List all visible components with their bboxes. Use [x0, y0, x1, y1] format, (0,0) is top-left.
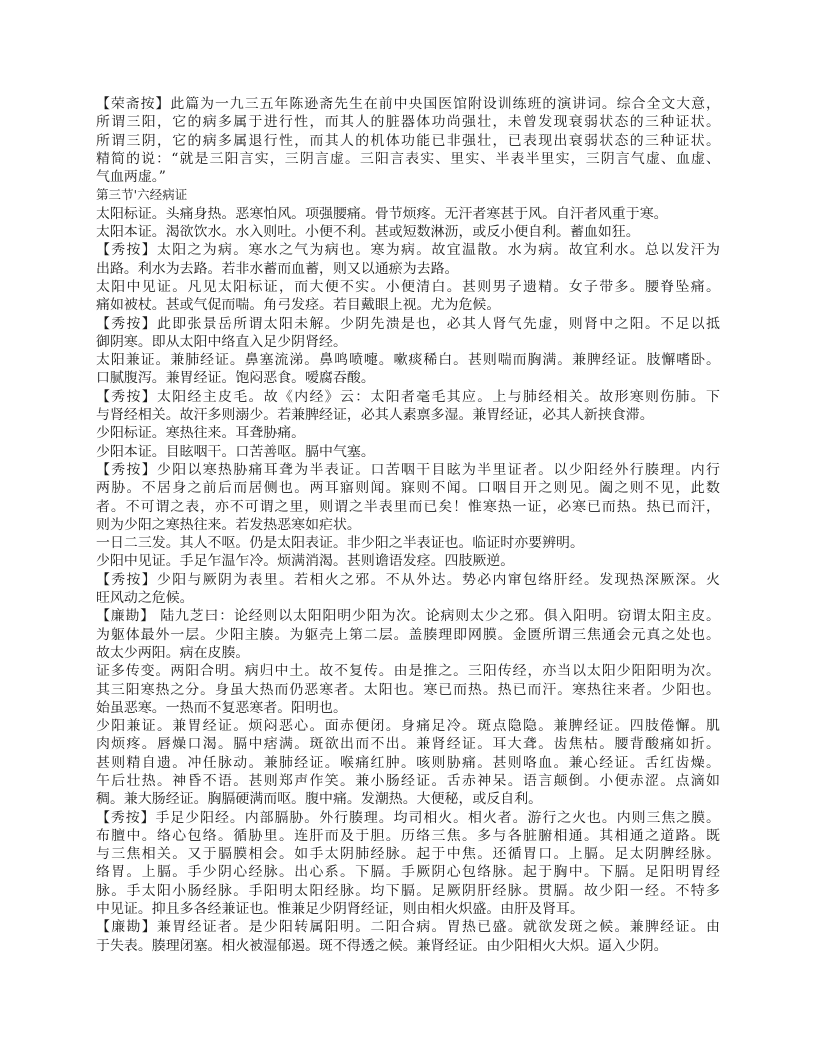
text-line: 所谓三阳，它的病多属于进行性，而其人的脏器体功尚强壮，未曾发现衰弱状态的三种证状。: [96, 114, 720, 131]
text-line: 少阳中见证。手足乍温乍冷。烦满消渴。甚则谵语发痉。四肢厥逆。: [96, 553, 515, 570]
paragraph: [96, 223, 720, 241]
text-line: 两胁。不居身之前后而居侧也。两耳寤则闻。寐则不闻。口咽目开之则见。阖之则不见，此数: [96, 480, 720, 497]
paragraph: [96, 443, 720, 461]
text-line: 甚则精自遗。冲任脉动。兼肺经证。喉痛红肿。咳则胁痛。甚则咯血。兼心经证。舌红齿燥。: [96, 754, 720, 771]
text-line: 午后壮热。神昏不语。甚则郑声作笑。兼小肠经证。舌赤神呆。语言颠倒。小便赤涩。点滴如: [96, 772, 720, 789]
text-line: 布膻中。络心包络。循胁里。连肝而及于胆。历络三焦。多与各脏腑相通。其相通之道路。既: [96, 827, 720, 844]
text-line: 脉。手太阳小肠经脉。手阳明太阳经脉。均下膈。足厥阴肝经脉。贯膈。故少阳一经。不特多: [96, 882, 720, 899]
paragraph: [96, 662, 720, 717]
text-line: 太阳本证。渴欲饮水。水入则吐。小便不利。甚或短数淋沥，或反小便自利。蓄血如狂。: [96, 224, 640, 241]
text-line: 则为少阳之寒热往来。若发热恶寒如疟状。: [96, 516, 361, 533]
paragraph: [96, 95, 720, 186]
text-line: 【秀按】此即张景岳所谓太阳未解。少阴先溃是也，必其人肾气先虚，则肾中之阳。不足以抵: [96, 315, 720, 332]
document-page: [96, 95, 720, 955]
paragraph: [96, 809, 720, 919]
paragraph: [96, 607, 720, 662]
section-heading: [96, 186, 720, 204]
text-line: 【荣斋按】此篇为一九三五年陈逊斋先生在前中央国医馆附设训练班的演讲词。综合全文大意，: [96, 96, 720, 112]
text-line: 其三阳寒热之分。身虽大热而仍恶寒者。太阳也。寒已而热。热已而汗。寒热往来者。少阳也。: [96, 681, 720, 698]
paragraph: [96, 461, 720, 534]
text-line: 少阳兼证。兼胃经证。烦闷恶心。面赤便闭。身痛足冷。斑点隐隐。兼脾经证。四肢倦懈。肌: [96, 718, 720, 735]
paragraph: [96, 424, 720, 442]
text-line: 始虽恶寒。一热而不复恶寒者。阳明也。: [96, 699, 347, 716]
text-line: 【廉勘】兼胃经证者。是少阳转属阳明。二阳合病。胃热已盛。就欲发斑之候。兼脾经证。由: [96, 919, 720, 936]
text-line: 气血两虚。”: [96, 169, 166, 186]
text-line: 太阳标证。头痛身热。恶寒怕风。项强腰痛。骨节烦疼。无汗者寒甚于风。自汗者风重于寒。: [96, 205, 668, 222]
paragraph: [96, 918, 720, 955]
text-line: 于失表。腠理闭塞。相火被湿郁遏。斑不得透之候。兼肾经证。由少阳相火大炽。逼入少阴。: [96, 937, 668, 954]
text-line: 【秀按】太阳经主皮毛。故《内经》云：太阳者毫毛其应。上与肺经相关。故形寒则伤肺。下: [96, 388, 720, 405]
text-line: 故太少两阳。病在皮腠。: [96, 644, 250, 661]
text-line: 络胃。上膈。手少阴心经脉。出心系。下膈。手厥阴心包络脉。起于胸中。下膈。足阳明胃经: [96, 864, 720, 881]
paragraph: [96, 717, 720, 808]
text-line: 肉烦疼。唇燥口渴。膈中痞满。斑欲出而不出。兼肾经证。耳大聋。齿焦枯。腰背酸痛如折。: [96, 736, 720, 753]
text-line: 【廉勘】 陆九芝曰：论经则以太阳阳明少阳为次。论病则太少之邪。俱入阳明。窃谓太阳主皮。: [96, 608, 720, 625]
text-line: 【秀按】手足少阳经。内部膈胁。外行腠理。均司相火。相火者。游行之火也。内则三焦之膜。: [96, 809, 720, 826]
text-line: 【秀按】太阳之为病。寒水之气为病也。寒为病。故宜温散。水为病。故宜利水。总以发汗为: [96, 242, 720, 259]
text-line: 为躯体最外一层。少阳主腠。为躯壳上第二层。盖腠理即网膜。金匮所谓三焦通会元真之处也。: [96, 626, 720, 643]
paragraph: [96, 278, 720, 315]
paragraph: [96, 315, 720, 352]
paragraph: [96, 534, 720, 552]
paragraph: [96, 351, 720, 388]
paragraph: [96, 241, 720, 278]
text-line: 与三焦相关。又于膈膜相会。如手太阴肺经脉。起于中焦。还循胃口。上膈。足太阴脾经脉。: [96, 846, 720, 863]
text-line: 太阳中见证。凡见太阳标证，而大便不实。小便清白。甚则男子遗精。女子带多。腰脊坠痛。: [96, 278, 720, 295]
text-line: 证多传变。两阳合明。病归中土。故不复传。由是推之。三阳传经，亦当以太阳少阳阳明为次。: [96, 663, 720, 680]
text-line: 稠。兼大肠经证。胸膈硬满而呕。腹中痛。发潮热。大便秘，或反自利。: [96, 791, 543, 808]
text-line: 旺风动之危候。: [96, 590, 194, 607]
text-line: 中见证。抑且多各经兼证也。惟兼足少阴肾经证，则由相火炽盛。由肝及肾耳。: [96, 901, 584, 918]
text-line: 者。不可谓之表，亦不可谓之里，则谓之半表里而已矣！惟寒热一证，必寒已而热。热已而汗，: [96, 498, 720, 515]
text-line: 出路。利水为去路。若非水蓄而血蓄，则又以通瘀为去路。: [96, 260, 459, 277]
text-line: 【秀按】少阳与厥阴为表里。若相火之邪。不从外达。势必内窜包络肝经。发现热深厥深。火: [96, 571, 720, 588]
text-line: 少阳本证。目眩咽干。口苦善呕。膈中气塞。: [96, 443, 375, 460]
paragraph: [96, 552, 720, 570]
text-line: 一日二三发。其人不呕。仍是太阳表证。非少阳之半表证也。临证时亦要辨明。: [96, 535, 584, 552]
text-line: 痛如被杖。甚或气促而喘。角弓发痉。若目戴眼上视。尤为危候。: [96, 297, 501, 314]
text-line: 太阳兼证。兼肺经证。鼻塞流涕。鼻鸣喷嚏。嗽痰稀白。甚则喘而胸满。兼脾经证。肢懈嗜卧。: [96, 352, 720, 369]
text-line: 精简的说：“就是三阳言实，三阴言虚。三阳言表实、里实、半表半里实，三阴言气虚、血虚、: [96, 150, 720, 167]
text-line: 所谓三阴，它的病多属退行性，而其人的机体功能已非强壮，已表现出衰弱状态的三种证状。: [96, 132, 720, 149]
text-line: 【秀按】少阳以寒热胁痛耳聋为半表证。口苦咽干目眩为半里证者。以少阳经外行腠理。内行: [96, 461, 720, 478]
paragraph: [96, 388, 720, 425]
text-line: 第三节'六经病证: [96, 187, 188, 203]
text-line: 口腻腹泻。兼胃经证。饱闷恶食。嗳腐吞酸。: [96, 370, 375, 387]
paragraph: [96, 571, 720, 608]
paragraph: [96, 205, 720, 223]
text-line: 与肾经相关。故汗多则溺少。若兼脾经证，必其人素禀多湿。兼胃经证，必其人新挟食滞。: [96, 407, 654, 424]
text-line: 御阴寒。即从太阳中络直入足少阴肾经。: [96, 333, 347, 350]
text-line: 少阳标证。寒热往来。耳聋胁痛。: [96, 425, 306, 442]
